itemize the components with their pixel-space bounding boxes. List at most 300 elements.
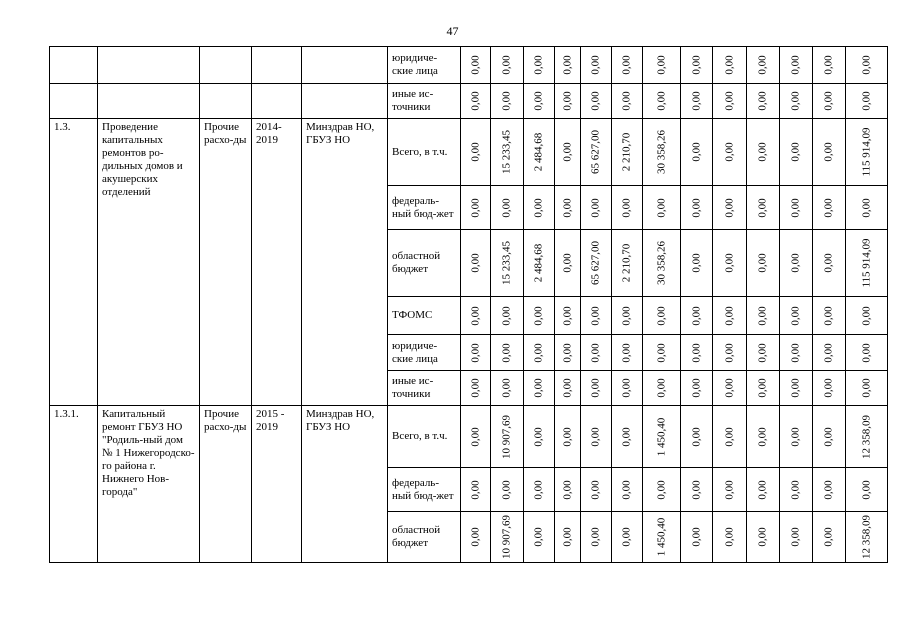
value-cell — [846, 84, 888, 119]
value-text: 0,00 — [822, 91, 835, 111]
value-text: 0,00 — [469, 378, 481, 398]
value-text: 0,00 — [690, 342, 702, 363]
item-number-cell: 1.3. — [50, 119, 98, 406]
value-text: 0,00 — [589, 479, 602, 500]
value-text: 0,00 — [789, 426, 802, 447]
value-cell — [780, 47, 813, 84]
value-text: 0,00 — [756, 91, 769, 111]
value-text: 0,00 — [500, 342, 513, 363]
value-cell — [780, 297, 813, 335]
value-text: 0,00 — [822, 378, 835, 398]
value-text: 0,00 — [756, 142, 769, 162]
value-text: 0,00 — [561, 55, 573, 75]
value-cell — [461, 119, 491, 186]
value-text: 0,00 — [822, 527, 835, 547]
value-cell — [780, 230, 813, 297]
value-cell — [780, 84, 813, 119]
funding-source-cell: областной бюджет — [388, 512, 461, 563]
funding-source-cell: федераль-ный бюд-жет — [388, 468, 461, 512]
value-text: 0,00 — [469, 91, 481, 111]
value-cell — [713, 230, 747, 297]
value-text: 0,00 — [620, 378, 633, 398]
value-text: 0,00 — [589, 91, 602, 111]
value-text: 0,00 — [532, 305, 545, 326]
funding-source-cell: юридиче-ские лица — [388, 47, 461, 84]
value-cell — [747, 512, 780, 563]
value-text: 0,00 — [469, 527, 481, 547]
value-cell — [581, 406, 612, 468]
value-cell — [461, 297, 491, 335]
value-cell — [612, 119, 643, 186]
value-text: 0,00 — [860, 479, 872, 500]
value-cell — [643, 512, 681, 563]
value-cell — [491, 230, 524, 297]
value-text: 0,00 — [690, 253, 702, 273]
table-row — [50, 406, 888, 468]
value-text: 0,00 — [655, 305, 667, 326]
value-cell — [846, 47, 888, 84]
value-cell — [555, 119, 581, 186]
value-text: 0,00 — [822, 55, 835, 75]
value-cell — [813, 468, 846, 512]
value-cell — [555, 186, 581, 230]
value-cell — [524, 297, 555, 335]
value-cell — [813, 84, 846, 119]
value-cell — [681, 119, 713, 186]
value-text: 0,00 — [723, 378, 735, 398]
value-cell — [524, 119, 555, 186]
value-text: 0,00 — [532, 479, 545, 500]
value-text: 0,00 — [690, 378, 702, 398]
value-cell — [747, 335, 780, 371]
value-cell — [813, 230, 846, 297]
value-text: 1 450,40 — [655, 417, 667, 456]
value-text: 0,00 — [589, 426, 602, 447]
value-text: 0,00 — [690, 197, 702, 218]
value-text: 0,00 — [756, 342, 769, 363]
value-cell — [713, 371, 747, 406]
value-cell — [491, 406, 524, 468]
executor-cell — [302, 84, 388, 119]
value-text: 0,00 — [561, 378, 573, 398]
value-cell — [813, 119, 846, 186]
value-text: 0,00 — [500, 197, 513, 218]
value-cell — [643, 186, 681, 230]
value-text: 0,00 — [655, 378, 667, 398]
value-cell — [491, 84, 524, 119]
value-cell — [612, 230, 643, 297]
value-text: 0,00 — [723, 197, 735, 218]
budget-table — [49, 46, 888, 563]
value-text: 12 358,09 — [860, 515, 872, 559]
value-cell — [813, 186, 846, 230]
value-text: 0,00 — [561, 253, 573, 273]
value-text: 0,00 — [620, 197, 633, 218]
value-cell — [581, 230, 612, 297]
value-cell — [643, 335, 681, 371]
value-text: 0,00 — [620, 527, 633, 547]
value-cell — [581, 335, 612, 371]
value-cell — [461, 230, 491, 297]
value-cell — [681, 371, 713, 406]
value-cell — [747, 468, 780, 512]
value-cell — [612, 335, 643, 371]
value-text: 0,00 — [789, 305, 802, 326]
value-text: 0,00 — [469, 479, 481, 500]
funding-source-cell: юридиче-ские лица — [388, 335, 461, 371]
value-text: 0,00 — [789, 253, 802, 273]
value-cell — [747, 119, 780, 186]
value-cell — [780, 371, 813, 406]
value-cell — [643, 47, 681, 84]
value-text: 0,00 — [723, 426, 735, 447]
value-text: 0,00 — [690, 142, 702, 162]
value-text: 0,00 — [500, 55, 513, 75]
value-text: 10 907,69 — [500, 414, 513, 459]
value-text: 0,00 — [756, 527, 769, 547]
value-text: 0,00 — [822, 342, 835, 363]
value-cell — [713, 297, 747, 335]
value-cell — [643, 119, 681, 186]
value-cell — [612, 468, 643, 512]
value-cell — [555, 335, 581, 371]
value-cell — [461, 84, 491, 119]
value-text: 0,00 — [620, 426, 633, 447]
funding-source-cell: иные ис-точники — [388, 84, 461, 119]
value-cell — [713, 335, 747, 371]
value-cell — [612, 47, 643, 84]
value-text: 0,00 — [561, 305, 573, 326]
value-cell — [780, 186, 813, 230]
value-text: 0,00 — [655, 342, 667, 363]
value-text: 0,00 — [789, 55, 802, 75]
value-text: 30 358,26 — [655, 130, 667, 174]
period-cell: 2014-2019 — [252, 119, 302, 406]
value-text: 0,00 — [561, 342, 573, 363]
value-text: 10 907,69 — [500, 515, 513, 559]
value-text: 65 627,00 — [589, 130, 602, 174]
value-cell — [491, 468, 524, 512]
value-cell — [747, 297, 780, 335]
value-cell — [612, 371, 643, 406]
value-text: 0,00 — [860, 378, 872, 398]
value-text: 30 358,26 — [655, 241, 667, 285]
value-text: 0,00 — [756, 426, 769, 447]
value-text: 0,00 — [532, 426, 545, 447]
value-text: 2 484,68 — [532, 243, 545, 283]
value-cell — [846, 406, 888, 468]
value-text: 0,00 — [789, 378, 802, 398]
value-text: 0,00 — [620, 479, 633, 500]
expense-kind-cell — [200, 47, 252, 84]
value-text: 0,00 — [620, 342, 633, 363]
value-cell — [813, 335, 846, 371]
value-text: 0,00 — [860, 55, 872, 75]
value-cell — [643, 371, 681, 406]
value-cell — [681, 512, 713, 563]
value-text: 0,00 — [756, 378, 769, 398]
value-cell — [581, 468, 612, 512]
value-cell — [524, 230, 555, 297]
value-cell — [780, 335, 813, 371]
value-text: 0,00 — [532, 527, 545, 547]
value-cell — [524, 468, 555, 512]
value-cell — [713, 406, 747, 468]
table-row — [50, 119, 888, 186]
value-cell — [813, 371, 846, 406]
value-text: 15 233,45 — [500, 241, 513, 285]
value-cell — [491, 119, 524, 186]
value-text: 0,00 — [469, 55, 481, 75]
value-text: 0,00 — [561, 91, 573, 111]
value-text: 2 210,70 — [620, 132, 633, 172]
value-text: 0,00 — [723, 527, 735, 547]
item-name-cell — [98, 47, 200, 84]
value-cell — [524, 84, 555, 119]
value-text: 2 210,70 — [620, 243, 633, 283]
period-cell — [252, 47, 302, 84]
value-cell — [681, 230, 713, 297]
value-cell — [713, 186, 747, 230]
value-text: 0,00 — [561, 197, 573, 218]
funding-source-cell: Всего, в т.ч. — [388, 406, 461, 468]
value-text: 0,00 — [561, 142, 573, 162]
value-text: 0,00 — [723, 55, 735, 75]
value-cell — [747, 230, 780, 297]
expense-kind-cell — [200, 84, 252, 119]
value-cell — [681, 84, 713, 119]
value-text: 0,00 — [723, 142, 735, 162]
item-number-cell: 1.3.1. — [50, 406, 98, 563]
value-cell — [461, 468, 491, 512]
value-text: 0,00 — [756, 305, 769, 326]
value-text: 0,00 — [469, 197, 481, 218]
value-cell — [491, 335, 524, 371]
value-text: 0,00 — [589, 527, 602, 547]
value-text: 0,00 — [723, 305, 735, 326]
value-text: 0,00 — [690, 305, 702, 326]
value-cell — [780, 406, 813, 468]
value-text: 0,00 — [469, 142, 481, 162]
value-text: 2 484,68 — [532, 132, 545, 172]
item-name-cell: Проведение капитальных ремонтов ро-дильных домов и акушерских отделений — [98, 119, 200, 406]
value-cell — [524, 335, 555, 371]
value-text: 0,00 — [723, 91, 735, 111]
value-cell — [713, 84, 747, 119]
value-cell — [555, 512, 581, 563]
value-cell — [643, 297, 681, 335]
page-number: 47 — [446, 24, 459, 38]
value-cell — [555, 406, 581, 468]
expense-kind-cell: Прочие расхо-ды — [200, 406, 252, 563]
value-cell — [713, 512, 747, 563]
value-text: 0,00 — [822, 197, 835, 218]
value-cell — [491, 297, 524, 335]
value-text: 0,00 — [822, 142, 835, 162]
value-text: 0,00 — [532, 55, 545, 75]
value-text: 0,00 — [500, 479, 513, 500]
value-text: 0,00 — [500, 91, 513, 111]
value-text: 0,00 — [789, 142, 802, 162]
value-text: 0,00 — [822, 426, 835, 447]
funding-source-cell: областной бюджет — [388, 230, 461, 297]
value-cell — [846, 119, 888, 186]
value-cell — [846, 297, 888, 335]
value-cell — [461, 335, 491, 371]
value-cell — [681, 468, 713, 512]
value-cell — [780, 468, 813, 512]
value-cell — [581, 512, 612, 563]
value-cell — [524, 186, 555, 230]
executor-cell: Минздрав НО, ГБУЗ НО — [302, 119, 388, 406]
value-cell — [555, 47, 581, 84]
value-text: 0,00 — [789, 479, 802, 500]
value-text: 0,00 — [723, 253, 735, 273]
table-row — [50, 84, 888, 119]
value-cell — [681, 186, 713, 230]
value-cell — [461, 186, 491, 230]
item-name-cell — [98, 84, 200, 119]
value-text: 15 233,45 — [500, 130, 513, 174]
value-cell — [491, 186, 524, 230]
value-cell — [491, 47, 524, 84]
value-cell — [581, 119, 612, 186]
value-cell — [747, 84, 780, 119]
value-cell — [643, 84, 681, 119]
value-cell — [491, 512, 524, 563]
value-text: 0,00 — [589, 55, 602, 75]
value-cell — [612, 512, 643, 563]
value-text: 0,00 — [589, 197, 602, 218]
value-text: 0,00 — [789, 527, 802, 547]
value-text: 0,00 — [860, 197, 872, 218]
value-text: 0,00 — [589, 305, 602, 326]
value-cell — [813, 297, 846, 335]
value-cell — [681, 406, 713, 468]
value-cell — [747, 406, 780, 468]
value-text: 12 358,09 — [860, 414, 872, 459]
value-cell — [555, 230, 581, 297]
value-cell — [846, 335, 888, 371]
value-cell — [643, 406, 681, 468]
value-text: 0,00 — [620, 305, 633, 326]
value-cell — [813, 47, 846, 84]
item-number-cell — [50, 84, 98, 119]
value-text: 0,00 — [789, 91, 802, 111]
value-cell — [581, 297, 612, 335]
value-cell — [846, 468, 888, 512]
period-cell: 2015 - 2019 — [252, 406, 302, 563]
value-cell — [747, 186, 780, 230]
value-text: 0,00 — [532, 197, 545, 218]
value-text: 0,00 — [723, 342, 735, 363]
value-text: 0,00 — [655, 197, 667, 218]
value-cell — [713, 468, 747, 512]
table-body — [50, 47, 888, 563]
value-text: 0,00 — [822, 253, 835, 273]
value-text: 0,00 — [822, 305, 835, 326]
value-text: 0,00 — [620, 55, 633, 75]
value-text: 0,00 — [822, 479, 835, 500]
value-text: 0,00 — [620, 91, 633, 111]
value-cell — [681, 297, 713, 335]
value-text: 0,00 — [561, 479, 573, 500]
value-cell — [747, 371, 780, 406]
value-cell — [813, 406, 846, 468]
table-row — [50, 47, 888, 84]
value-text: 0,00 — [789, 342, 802, 363]
value-cell — [643, 468, 681, 512]
value-cell — [581, 186, 612, 230]
value-cell — [780, 512, 813, 563]
value-text: 0,00 — [690, 527, 702, 547]
value-cell — [846, 371, 888, 406]
value-text: 0,00 — [469, 305, 481, 326]
funding-source-cell: Всего, в т.ч. — [388, 119, 461, 186]
value-text: 0,00 — [469, 342, 481, 363]
value-cell — [747, 47, 780, 84]
value-cell — [813, 512, 846, 563]
executor-cell — [302, 47, 388, 84]
value-text: 0,00 — [500, 305, 513, 326]
value-text: 0,00 — [469, 253, 481, 273]
value-text: 0,00 — [860, 305, 872, 326]
value-cell — [524, 47, 555, 84]
value-cell — [612, 186, 643, 230]
value-text: 0,00 — [589, 342, 602, 363]
value-text: 0,00 — [756, 479, 769, 500]
value-cell — [524, 406, 555, 468]
value-text: 0,00 — [532, 342, 545, 363]
value-cell — [524, 512, 555, 563]
value-text: 1 450,40 — [655, 517, 667, 557]
value-text: 115 914,09 — [860, 238, 872, 288]
value-text: 115 914,09 — [860, 127, 872, 177]
value-cell — [713, 47, 747, 84]
value-cell — [581, 47, 612, 84]
value-cell — [846, 186, 888, 230]
funding-source-cell: ТФОМС — [388, 297, 461, 335]
value-text: 0,00 — [690, 55, 702, 75]
period-cell — [252, 84, 302, 119]
value-cell — [581, 84, 612, 119]
value-cell — [612, 297, 643, 335]
value-cell — [846, 512, 888, 563]
item-number-cell — [50, 47, 98, 84]
executor-cell: Минздрав НО, ГБУЗ НО — [302, 406, 388, 563]
value-cell — [581, 371, 612, 406]
value-text: 0,00 — [723, 479, 735, 500]
value-text: 0,00 — [860, 91, 872, 111]
value-text: 0,00 — [690, 91, 702, 111]
value-cell — [461, 47, 491, 84]
item-name-cell: Капитальный ремонт ГБУЗ НО "Родиль-ный дом № 1 Нижегородско-го района г. Нижнего Нов-города" — [98, 406, 200, 563]
value-cell — [846, 230, 888, 297]
value-cell — [681, 47, 713, 84]
value-text: 0,00 — [500, 378, 513, 398]
value-text: 0,00 — [860, 342, 872, 363]
value-cell — [681, 335, 713, 371]
value-text: 0,00 — [756, 197, 769, 218]
value-cell — [461, 512, 491, 563]
value-cell — [491, 371, 524, 406]
value-text: 0,00 — [789, 197, 802, 218]
value-cell — [461, 371, 491, 406]
value-text: 0,00 — [589, 378, 602, 398]
value-text: 0,00 — [655, 55, 667, 75]
expense-kind-cell: Прочие расхо-ды — [200, 119, 252, 406]
value-cell — [643, 230, 681, 297]
